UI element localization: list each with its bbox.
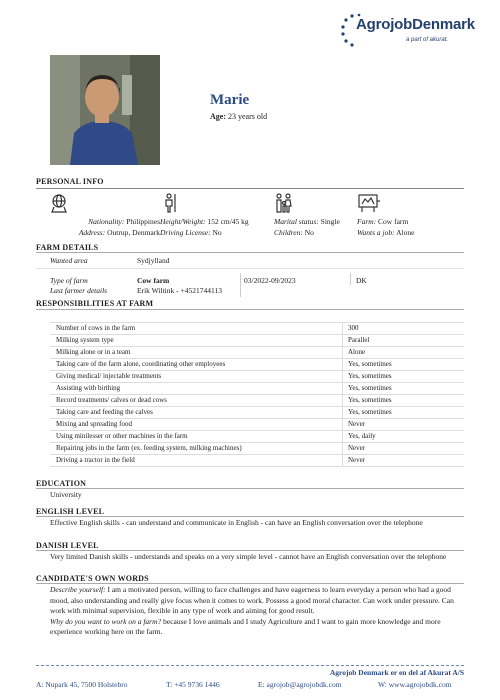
wants-label: Wants a job: [357, 228, 395, 237]
divider [36, 252, 464, 253]
children-value: No [304, 228, 314, 237]
marital-value: Single [320, 217, 340, 226]
why-label: Why do you want to work on a farm? [50, 616, 162, 626]
age-value: 23 years old [228, 112, 268, 121]
why-text: because I love animals and I study Agriculture and I want to gain more knowledge and more experience working here on the farm. [50, 616, 441, 636]
table-row [50, 431, 464, 443]
farm-period: 03/2022-09/2023 [244, 276, 296, 285]
table-row [50, 323, 464, 335]
task-label: Milking alone or in a team [56, 348, 131, 356]
wants-value: Alone [396, 228, 415, 237]
task-value: Yes, sometimes [348, 384, 392, 392]
task-value: 300 [348, 324, 359, 332]
english-text: Effective English skills - can understand and communicate in English - can have an English conversation over the telephone [50, 518, 423, 527]
candidate-photo [50, 55, 160, 165]
wanted-area-value: Sydjylland [137, 256, 170, 265]
task-value: Yes, sometimes [348, 360, 392, 368]
task-value: Never [348, 420, 366, 428]
farm-wants [357, 216, 457, 238]
wanted-area-label: Wanted area [50, 256, 88, 265]
table-row [50, 419, 464, 431]
farm-country: DK [356, 276, 367, 285]
english-heading: ENGLISH LEVEL [36, 507, 105, 516]
task-label: Milking system type [56, 336, 114, 344]
column-divider [240, 273, 241, 297]
task-value: Yes, sometimes [348, 408, 392, 416]
column-divider [350, 273, 351, 285]
nationality-label: Nationality: [88, 217, 125, 226]
task-label: Taking care and feeding the calves [56, 408, 153, 416]
license-label: Driving License: [160, 228, 211, 237]
danish-heading: DANISH LEVEL [36, 541, 99, 550]
task-value: Yes, sometimes [348, 372, 392, 380]
candidate-age [210, 112, 267, 121]
task-label: Assisting with birthing [56, 384, 121, 392]
footer-company: Agrojob Denmark er en del af Akurat A/S [329, 668, 464, 677]
divider [36, 516, 464, 517]
license-value: No [212, 228, 222, 237]
height-license [160, 216, 275, 238]
task-label: Repairing jobs in the farm (ex. feeding system, milking machines) [56, 444, 242, 452]
divider [36, 309, 464, 310]
logo-brand: AgrojobDenmark [356, 16, 475, 33]
footer-web[interactable]: W: www.agrojobdk.com [378, 680, 452, 689]
task-value: Yes, sometimes [348, 396, 392, 404]
children-label: Children: [274, 228, 303, 237]
task-value: Yes, daily [348, 432, 376, 440]
height-label: Height/Weight: [160, 217, 206, 226]
address-label: Address: [78, 228, 106, 237]
education-heading: EDUCATION [36, 479, 87, 488]
marital-children [274, 216, 359, 238]
task-label: Driving a tractor in the field [56, 456, 135, 464]
divider [36, 550, 464, 551]
task-label: Taking care of the farm alone, coordinating other employees [56, 360, 226, 368]
farm-label: Farm: [357, 217, 377, 226]
task-label: Record treatments/ calves or dead cows [56, 396, 167, 404]
person-height-icon [160, 193, 178, 213]
task-label: Mixing and spreading food [56, 420, 133, 428]
describe-text: I am a motivated person, willing to face challenges and have eagerness to learn everyday a person who had a good mood, also understanding and really give focus when it comes to work. Possess a good moral character. Can work under pressure. Can work with minimal supervision, flexible in any type of work and aiming for good result. [50, 585, 454, 615]
type-of-farm-label: Type of farm [50, 276, 88, 285]
divider [36, 583, 464, 584]
farm-details-heading: FARM DETAILS [36, 243, 99, 252]
type-of-farm-value: Cow farm [137, 276, 170, 285]
task-value: Parallel [348, 336, 370, 344]
table-row [50, 335, 464, 347]
footer-address: A: Nupark 45, 7500 Holstebro [36, 680, 128, 689]
table-row [50, 359, 464, 371]
danish-text: Very limited Danish skills - understands and speaks on a very simple level - cannot have an English conversation over the telephone [50, 552, 447, 561]
marital-label: Marital status: [274, 217, 319, 226]
table-row [50, 443, 464, 455]
task-label: Giving medical/ injectable treatments [56, 372, 162, 380]
table-row [50, 383, 464, 395]
table-row [50, 407, 464, 419]
height-value: 152 cm/45 kg [207, 217, 249, 226]
last-farmer-label: Last farmer details [50, 286, 108, 295]
nationality-address [50, 216, 160, 238]
own-words-text [50, 585, 464, 638]
farm-sign-icon [357, 193, 381, 213]
table-row [50, 395, 464, 407]
divider [36, 268, 464, 269]
address-value: Outrup, Denmark [107, 228, 160, 237]
logo-subtitle: a part of akurat. [406, 37, 449, 43]
task-value: Alone [348, 348, 366, 356]
personal-info-heading: PERSONAL INFO [36, 177, 104, 186]
describe-label: Describe yourself: [50, 585, 106, 594]
task-value: Never [348, 444, 366, 452]
footer-email[interactable]: E: agrojob@agrojobdk.com [258, 680, 342, 689]
candidate-name: Marie [210, 92, 250, 108]
task-label: Number of cows in the farm [56, 324, 136, 332]
passport-icon [50, 193, 68, 213]
table-row [50, 455, 464, 467]
age-label: Age: [210, 112, 226, 121]
education-value: University [50, 490, 82, 499]
divider [36, 188, 464, 189]
own-words-heading: CANDIDATE'S OWN WORDS [36, 574, 149, 583]
table-row [50, 347, 464, 359]
footer-phone: T: +45 9736 1446 [166, 680, 220, 689]
task-value: Never [348, 456, 366, 464]
responsibilities-heading: RESPONSIBILITIES AT FARM [36, 299, 154, 308]
footer-divider [36, 665, 464, 666]
nationality-value: Philippines [126, 217, 160, 226]
family-icon [274, 193, 294, 213]
farm-value: Cow farm [378, 217, 409, 226]
task-label: Using minilesser or other machines in the farm [56, 432, 188, 440]
table-row [50, 371, 464, 383]
divider [36, 488, 464, 489]
last-farmer-value: Erik Wiltink - +4521744113 [137, 286, 222, 295]
